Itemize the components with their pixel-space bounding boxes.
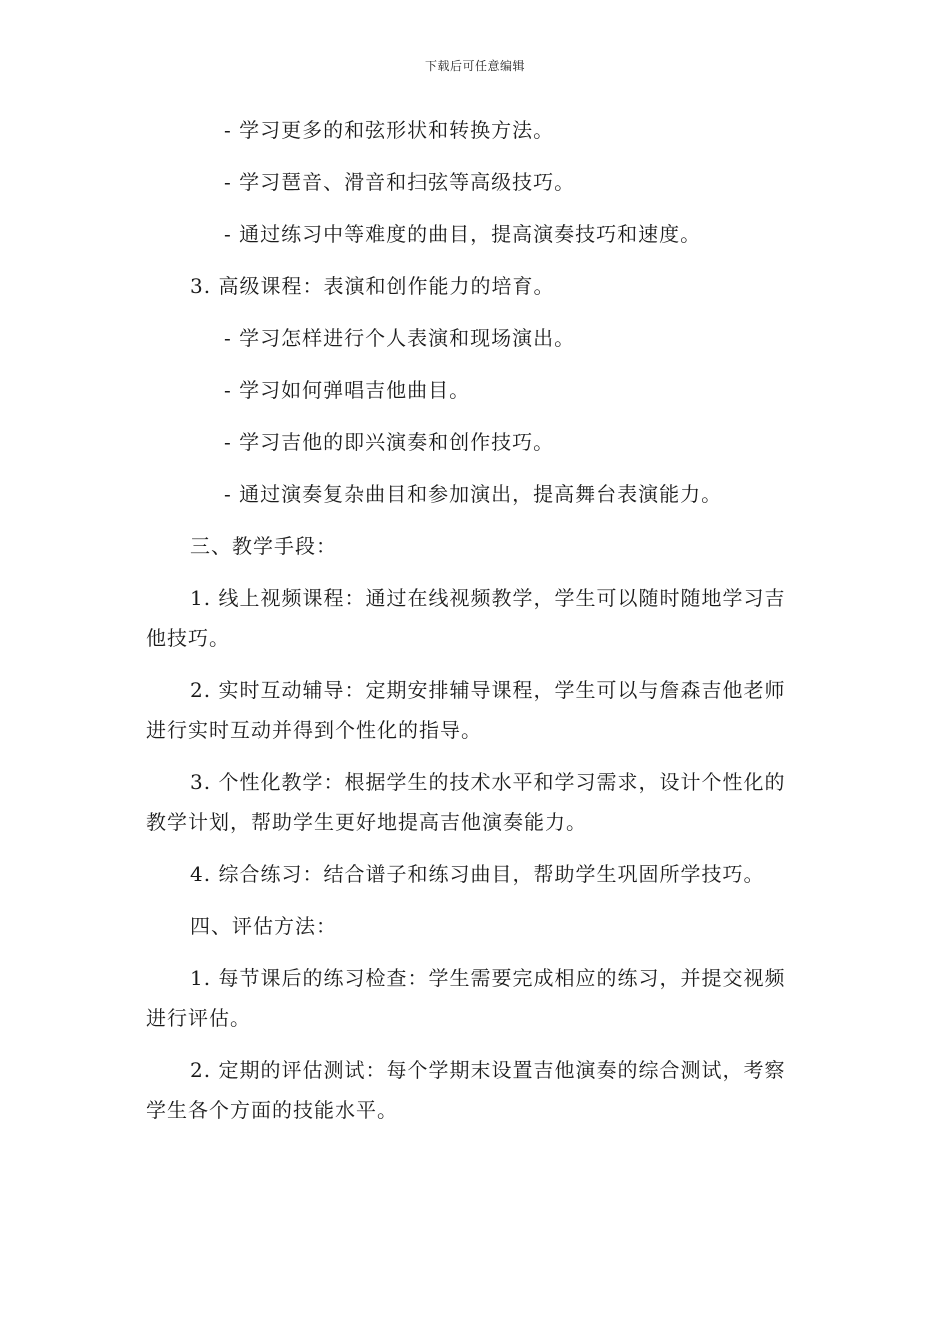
paragraph-periodic-test: 2. 定期的评估测试：每个学期末设置吉他演奏的综合测试，考察学生各个方面的技能水平。 (146, 1058, 786, 1122)
paragraph-intermediate-pieces: - 通过练习中等难度的曲目，提高演奏技巧和速度。 (224, 222, 702, 246)
paragraph-stage-performance: - 通过演奏复杂曲目和参加演出，提高舞台表演能力。 (224, 482, 723, 506)
paragraph-advanced-course: 3. 高级课程：表演和创作能力的培育。 (190, 274, 555, 298)
paragraph-online-video: 1. 线上视频课程：通过在线视频教学，学生可以随时随地学习吉他技巧。 (146, 586, 786, 650)
paragraph-practice-check: 1. 每节课后的练习检查：学生需要完成相应的练习，并提交视频进行评估。 (146, 966, 786, 1030)
document-body (146, 110, 806, 1142)
page-header: 下载后可任意编辑 (424, 59, 525, 73)
paragraph-personalized-teaching: 3. 个性化教学：根据学生的技术水平和学习需求，设计个性化的教学计划，帮助学生更好地提高吉他演奏能力。 (146, 770, 786, 834)
paragraph-advanced-techniques: - 学习琶音、滑音和扫弦等高级技巧。 (224, 170, 576, 194)
paragraph-sing-along: - 学习如何弹唱吉他曲目。 (224, 378, 471, 402)
paragraph-live-tutoring: 2. 实时互动辅导：定期安排辅导课程，学生可以与詹森吉他老师进行实时互动并得到个性化的指导。 (146, 678, 786, 742)
paragraph-chord-shapes: - 学习更多的和弦形状和转换方法。 (224, 118, 555, 142)
section-heading-assessment: 四、评估方法： (190, 914, 337, 938)
paragraph-comprehensive-practice: 4. 综合练习：结合谱子和练习曲目，帮助学生巩固所学技巧。 (190, 862, 765, 886)
section-heading-teaching-methods: 三、教学手段： (190, 534, 337, 558)
paragraph-improvisation: - 学习吉他的即兴演奏和创作技巧。 (224, 430, 555, 454)
paragraph-live-performance: - 学习怎样进行个人表演和现场演出。 (224, 326, 576, 350)
